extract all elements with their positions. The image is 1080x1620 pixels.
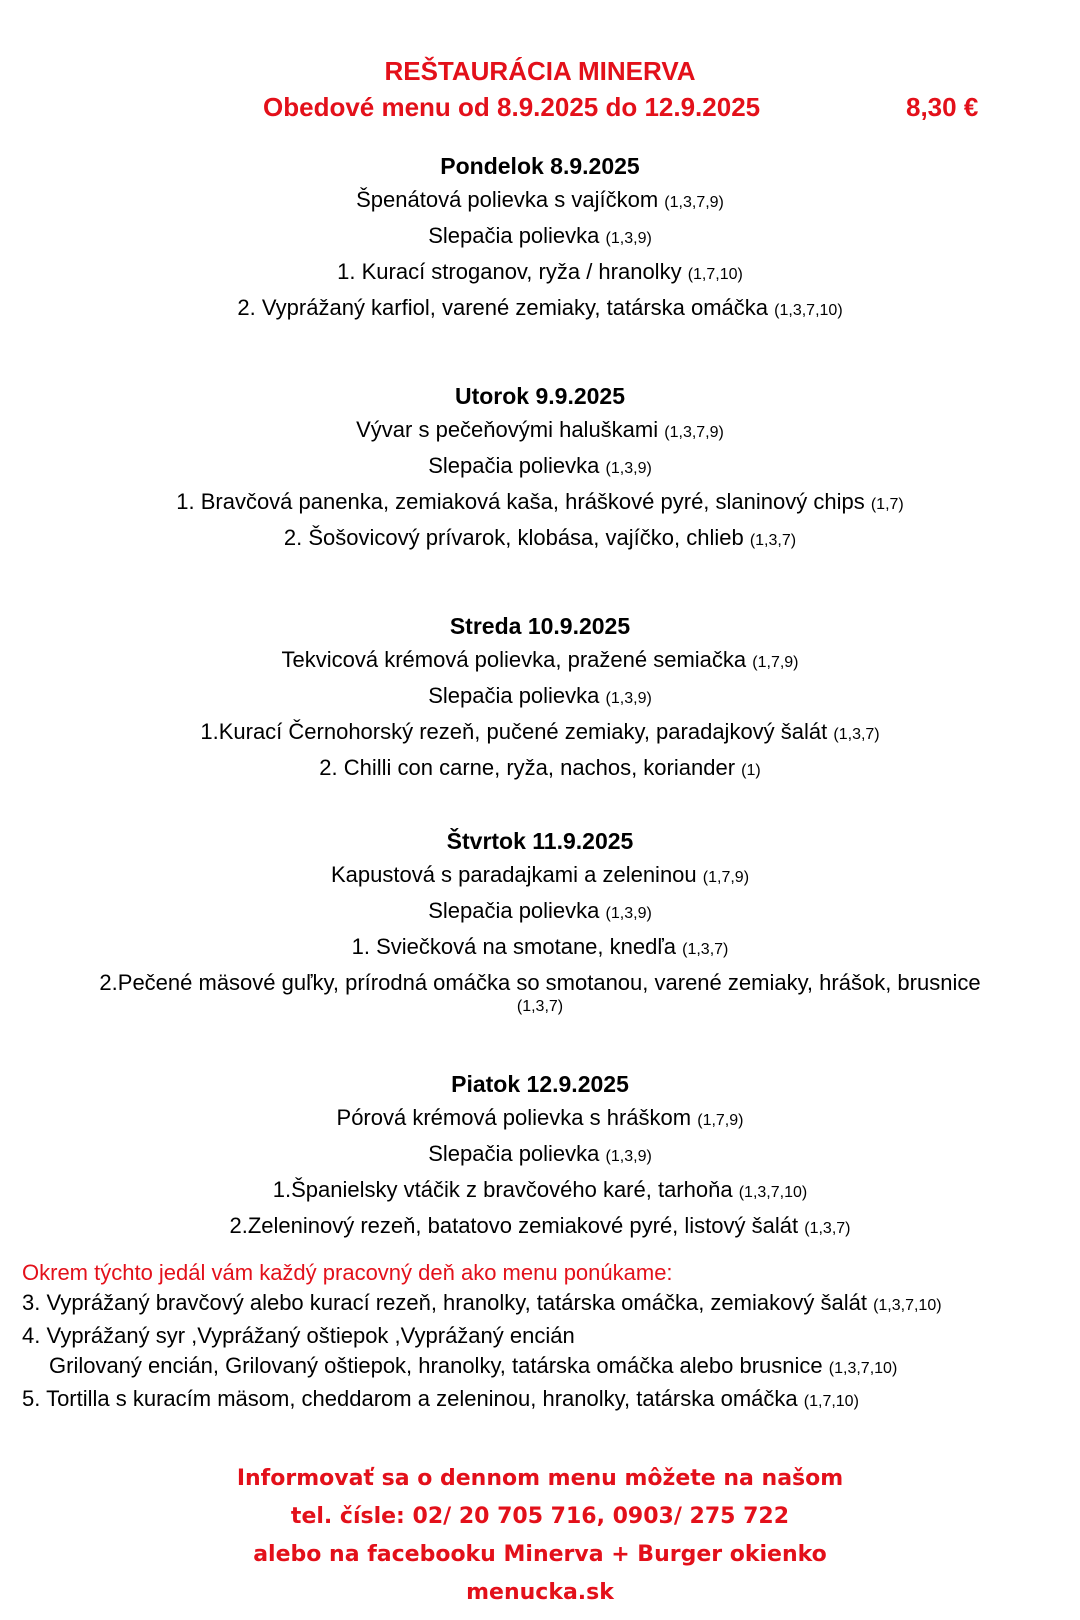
menu-line: 1. Sviečková na smotane, knedľa (1,3,7) [351,934,729,959]
menu-date-range-row [0,90,1080,126]
menu-price: 8,30 € [906,92,979,122]
extras-item-4: 4. Vyprážaný syr ,Vyprážaný oštiepok ,Vyprážaný encián [22,1323,575,1348]
day-friday [0,1068,1080,1245]
menu-line: 2. Vyprážaný karfiol, varené zemiaky, tatárska omáčka (1,3,7,10) [237,295,843,320]
daily-extras [22,1258,1072,1417]
menu-date-range: Obedové menu od 8.9.2025 do 12.9.2025 [263,92,761,122]
menu-line: Slepačia polievka (1,3,9) [428,453,652,478]
menu-line: 2.Pečené mäsové guľky, prírodná omáčka so smotanou, varené zemiaky, hrášok, brusnice (1,3,7) [99,970,981,1015]
menu-line: Slepačia polievka (1,3,9) [428,223,652,248]
menu-line: 1.Kurací Černohorský rezeň, pučené zemiaky, paradajkový šalát (1,3,7) [200,719,880,744]
menu-line: Slepačia polievka (1,3,9) [428,898,652,923]
menu-line: Tekvicová krémová polievka, pražené semiačka (1,7,9) [281,647,799,672]
contact-footer [0,1460,1080,1612]
extras-item-4-continued: Grilovaný encián, Grilovaný oštiepok, hranolky, tatárska omáčka alebo brusnice (1,3,7,10) [49,1353,898,1378]
footer-facebook: alebo na facebooku Minerva + Burger okienko [253,1542,827,1567]
menu-line: 1.Španielsky vtáčik z bravčového karé, tarhoňa (1,3,7,10) [272,1177,808,1202]
menu-line: Špenátová polievka s vajíčkom (1,3,7,9) [356,187,724,212]
day-title: Piatok 12.9.2025 [451,1071,629,1097]
menu-line: Vývar s pečeňovými haluškami (1,3,7,9) [356,417,724,442]
menu-line: Slepačia polievka (1,3,9) [428,683,652,708]
day-thursday [0,825,1080,1017]
day-tuesday [0,380,1080,557]
footer-website: menucka.sk [466,1580,614,1605]
day-title: Štvrtok 11.9.2025 [446,828,634,854]
menu-line: Pórová krémová polievka s hráškom (1,7,9) [336,1105,744,1130]
menu-line: 1. Bravčová panenka, zemiaková kaša, hráškové pyré, slaninový chips (1,7) [176,489,904,514]
menu-line: Kapustová s paradajkami a zeleninou (1,7,9) [330,862,750,887]
extras-item-3: 3. Vyprážaný bravčový alebo kurací rezeň, hranolky, tatárska omáčka, zemiakový šalát (1,3,7,10) [22,1290,942,1315]
extras-item-5: 5. Tortilla s kuracím mäsom, cheddarom a zeleninou, hranolky, tatárska omáčka (1,7,10) [22,1386,859,1411]
day-monday [0,150,1080,327]
menu-line: 1. Kurací stroganov, ryža / hranolky (1,7,10) [337,259,743,284]
day-title: Utorok 9.9.2025 [454,383,626,409]
footer-phone: tel. čísle: 02/ 20 705 716, 0903/ 275 722 [290,1504,790,1529]
day-title: Pondelok 8.9.2025 [440,153,640,179]
footer-line-1: Informovať sa o dennom menu môžete na našom [236,1466,844,1491]
restaurant-title: REŠTAURÁCIA MINERVA [384,56,696,86]
menu-line: 2. Chilli con carne, ryža, nachos, koriander (1) [319,755,761,780]
menu-line: Slepačia polievka (1,3,9) [428,1141,652,1166]
menu-line: 2.Zeleninový rezeň, batatovo zemiakové pyré, listový šalát (1,3,7) [229,1213,851,1238]
menu-line: 2. Šošovicový prívarok, klobása, vajíčko, chlieb (1,3,7) [283,525,797,550]
day-title: Streda 10.9.2025 [449,613,631,639]
extras-intro: Okrem týchto jedál vám každý pracovný deň ako menu ponúkame: [22,1260,673,1285]
day-wednesday [0,610,1080,787]
